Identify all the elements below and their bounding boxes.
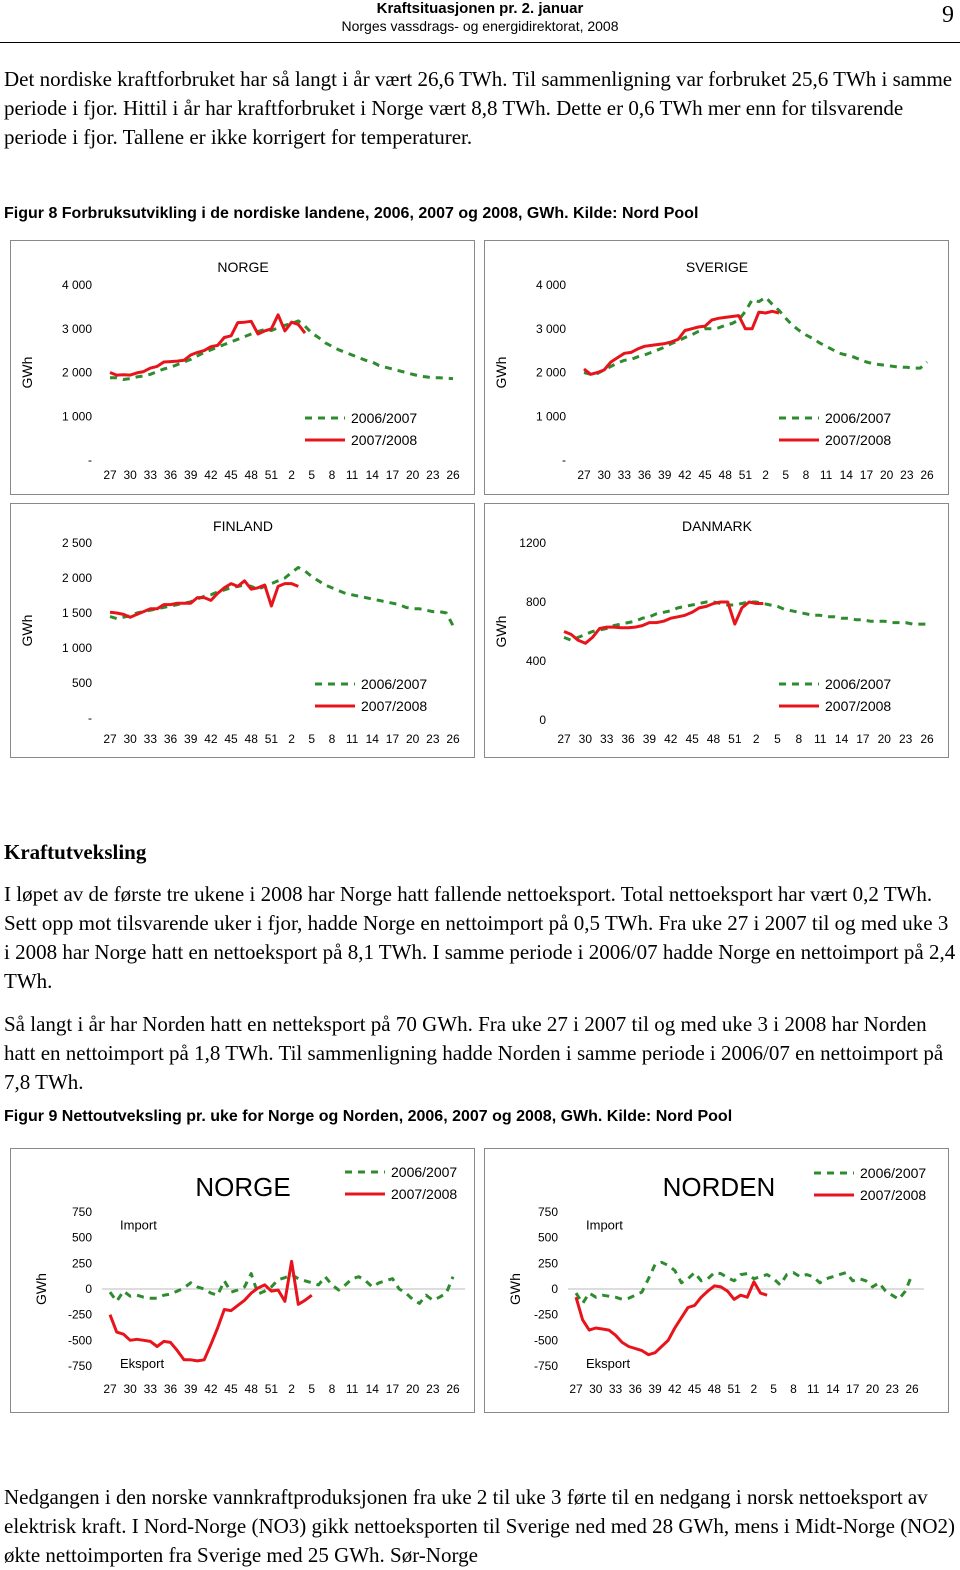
legend-label: 2007/2008 bbox=[825, 432, 892, 448]
y-tick-label: 2 000 bbox=[61, 365, 92, 380]
y-tick-label: - bbox=[562, 453, 566, 467]
x-tick-label: 26 bbox=[446, 468, 460, 482]
x-tick-label: 42 bbox=[664, 732, 678, 746]
x-tick-label: 27 bbox=[103, 468, 117, 482]
legend-label: 2006/2007 bbox=[825, 410, 892, 426]
x-tick-label: 30 bbox=[597, 468, 611, 482]
legend-label: 2007/2008 bbox=[391, 1186, 458, 1202]
x-tick-label: 2 bbox=[752, 732, 760, 746]
y-tick-label: 3 000 bbox=[535, 321, 566, 336]
y-tick-label: 3 000 bbox=[61, 321, 92, 336]
x-tick-label: 33 bbox=[600, 732, 614, 746]
y-tick-label: 800 bbox=[525, 595, 546, 609]
chart-title: DANMARK bbox=[681, 518, 753, 534]
x-tick-label: 42 bbox=[204, 468, 218, 482]
x-tick-label: 30 bbox=[589, 1382, 603, 1396]
y-tick-label: - bbox=[88, 711, 92, 725]
x-tick-label: 26 bbox=[920, 732, 934, 746]
x-tick-label: 5 bbox=[308, 1382, 316, 1396]
chart-title: SVERIGE bbox=[685, 259, 749, 275]
x-tick-label: 20 bbox=[879, 468, 894, 482]
x-tick-label: 33 bbox=[143, 732, 158, 746]
x-tick-label: 51 bbox=[264, 1382, 279, 1396]
x-tick-label: 11 bbox=[345, 468, 359, 482]
x-tick-label: 39 bbox=[184, 732, 198, 746]
x-tick-label: 39 bbox=[642, 732, 657, 746]
x-tick-label: 11 bbox=[819, 468, 833, 482]
x-tick-label: 27 bbox=[569, 1382, 583, 1396]
x-tick-label: 30 bbox=[123, 732, 137, 746]
x-tick-label: 11 bbox=[814, 732, 827, 746]
y-tick-label: -250 bbox=[67, 1307, 92, 1322]
y-tick-label: -250 bbox=[533, 1307, 558, 1322]
x-tick-label: 20 bbox=[405, 1382, 420, 1396]
x-tick-label: 2 bbox=[288, 1382, 295, 1396]
x-tick-label: 36 bbox=[163, 732, 178, 746]
x-tick-label: 48 bbox=[706, 732, 721, 746]
y-axis-label: GWh bbox=[19, 356, 35, 389]
x-tick-label: 51 bbox=[264, 732, 279, 746]
x-tick-label: 45 bbox=[224, 468, 238, 482]
x-tick-label: 20 bbox=[405, 468, 420, 482]
x-tick-label: 42 bbox=[678, 468, 692, 482]
legend-label: 2006/2007 bbox=[391, 1164, 458, 1180]
y-tick-label: 400 bbox=[525, 654, 546, 668]
y-tick-label: 4 000 bbox=[535, 278, 566, 292]
x-tick-label: 20 bbox=[405, 732, 420, 746]
x-tick-label: 8 bbox=[328, 732, 336, 746]
x-tick-label: 45 bbox=[224, 732, 238, 746]
x-tick-label: 48 bbox=[244, 468, 258, 482]
x-tick-label: 11 bbox=[806, 1382, 820, 1396]
x-tick-label: 26 bbox=[920, 468, 934, 482]
y-tick-label: 1 000 bbox=[535, 409, 566, 424]
x-tick-label: 8 bbox=[790, 1382, 797, 1396]
annotation-eksport: Eksport bbox=[120, 1356, 165, 1371]
x-tick-label: 51 bbox=[738, 468, 753, 482]
y-tick-label: 2 000 bbox=[61, 571, 92, 585]
x-tick-label: 23 bbox=[426, 468, 440, 482]
x-tick-label: 17 bbox=[385, 1382, 400, 1396]
chart-title: NORGE bbox=[217, 259, 269, 275]
chart-norden-exchange bbox=[484, 1148, 949, 1413]
x-tick-label: 33 bbox=[143, 468, 158, 482]
y-tick-label: 750 bbox=[537, 1205, 558, 1219]
paragraph-hydro: Nedgangen i den norske vannkraftproduksjonen fra uke 2 til uke 3 førte til en nedgang i norsk nettoeksport av elektrisk kraft. I Nord-Norge (NO3) gikk nettoeksporten til Sverige ned med 28 GWh, mens i Midt-Norge (NO2) økte nettoimporten fra Sverige med 25 GWh. Sør-Norge bbox=[4, 1485, 956, 1567]
x-tick-label: 36 bbox=[163, 468, 178, 482]
x-tick-label: 39 bbox=[184, 1382, 198, 1396]
legend-label: 2006/2007 bbox=[361, 676, 428, 692]
y-tick-label: 500 bbox=[537, 1230, 558, 1245]
x-tick-label: 51 bbox=[727, 1382, 741, 1396]
x-tick-label: 17 bbox=[385, 468, 400, 482]
x-tick-label: 27 bbox=[103, 1382, 117, 1396]
x-tick-label: 26 bbox=[446, 732, 460, 746]
chart-sverige-consumption bbox=[484, 240, 949, 495]
x-tick-label: 33 bbox=[143, 1382, 158, 1396]
x-tick-label: 45 bbox=[224, 1382, 238, 1396]
x-tick-label: 5 bbox=[308, 732, 316, 746]
legend-label: 2006/2007 bbox=[351, 410, 418, 426]
x-tick-label: 14 bbox=[834, 732, 849, 746]
x-tick-label: 2 bbox=[288, 732, 295, 746]
x-tick-label: 51 bbox=[264, 468, 279, 482]
x-tick-label: 8 bbox=[795, 732, 803, 746]
x-tick-label: 5 bbox=[308, 468, 316, 482]
x-tick-label: 33 bbox=[617, 468, 632, 482]
x-tick-label: 39 bbox=[658, 468, 672, 482]
y-tick-label: 1 500 bbox=[61, 606, 92, 620]
figure9-caption: Figur 9 Nettoutveksling pr. uke for Norge og Norden, 2006, 2007 og 2008, GWh. Kilde: Nord Pool bbox=[4, 1108, 733, 1125]
chart-frame bbox=[485, 504, 949, 758]
x-tick-label: 17 bbox=[385, 732, 400, 746]
x-tick-label: 2 bbox=[750, 1382, 758, 1396]
y-tick-label: 500 bbox=[71, 1230, 92, 1245]
x-tick-label: 26 bbox=[446, 1382, 460, 1396]
chart-norge-exchange bbox=[10, 1148, 475, 1413]
x-tick-label: 42 bbox=[204, 732, 218, 746]
document-subtitle: Norges vassdrags- og energidirektorat, 2008 bbox=[341, 18, 619, 34]
x-tick-label: 23 bbox=[885, 1382, 899, 1396]
x-tick-label: 45 bbox=[698, 468, 712, 482]
page-number: 9 bbox=[942, 2, 954, 28]
figure8-caption: Figur 8 Forbruksutvikling i de nordiske landene, 2006, 2007 og 2008, GWh. Kilde: Nord Pool bbox=[4, 205, 699, 222]
x-tick-label: 26 bbox=[905, 1382, 919, 1396]
y-tick-label: 0 bbox=[551, 1282, 558, 1296]
paragraph-norden: Så langt i år har Norden hatt en netteksport på 70 GWh. Fra uke 27 i 2007 til og med uke 3 i 2008 har Norden hatt en nettoimport på 1,8 TWh. Til sammenligning hadde Norden i samme periode i 2006/07 en nettoimport på 7,8 TWh. bbox=[4, 1012, 944, 1094]
x-tick-label: 23 bbox=[426, 732, 440, 746]
y-tick-label: - bbox=[88, 453, 92, 467]
annotation-import: Import bbox=[120, 1217, 157, 1233]
y-axis-label: GWh bbox=[507, 1273, 523, 1305]
x-tick-label: 30 bbox=[123, 468, 137, 482]
x-tick-label: 48 bbox=[244, 1382, 258, 1396]
y-tick-label: 2 000 bbox=[535, 365, 566, 380]
x-tick-label: 42 bbox=[204, 1382, 218, 1396]
x-tick-label: 23 bbox=[900, 468, 914, 482]
y-tick-label: 250 bbox=[537, 1256, 558, 1271]
x-tick-label: 20 bbox=[877, 732, 891, 746]
x-tick-label: 45 bbox=[685, 732, 699, 746]
x-tick-label: 39 bbox=[648, 1382, 662, 1396]
chart-title: NORDEN bbox=[662, 1172, 776, 1202]
x-tick-label: 30 bbox=[123, 1382, 137, 1396]
y-tick-label: 2 500 bbox=[61, 536, 92, 550]
x-tick-label: 11 bbox=[345, 732, 359, 746]
chart-danmark-consumption bbox=[484, 503, 949, 758]
chart-title: NORGE bbox=[195, 1172, 291, 1202]
y-tick-label: -500 bbox=[67, 1333, 92, 1348]
x-tick-label: 14 bbox=[826, 1382, 840, 1396]
x-tick-label: 45 bbox=[687, 1382, 702, 1396]
y-axis-label: GWh bbox=[19, 614, 35, 647]
x-tick-label: 14 bbox=[365, 1382, 379, 1396]
x-tick-label: 14 bbox=[365, 468, 379, 482]
x-tick-label: 36 bbox=[628, 1382, 642, 1396]
x-tick-label: 20 bbox=[865, 1382, 880, 1396]
x-tick-label: 8 bbox=[328, 1382, 336, 1396]
x-tick-label: 48 bbox=[718, 468, 732, 482]
y-axis-label: GWh bbox=[493, 356, 509, 389]
legend-label: 2006/2007 bbox=[825, 676, 892, 692]
y-axis-label: GWh bbox=[33, 1273, 49, 1305]
y-tick-label: 0 bbox=[539, 713, 546, 727]
x-tick-label: 17 bbox=[859, 468, 874, 482]
x-tick-label: 2 bbox=[762, 468, 769, 482]
x-tick-label: 23 bbox=[898, 732, 913, 746]
y-tick-label: 1200 bbox=[519, 536, 546, 550]
x-tick-label: 39 bbox=[184, 468, 198, 482]
chart-norge-consumption bbox=[10, 240, 475, 495]
x-tick-label: 27 bbox=[577, 468, 591, 482]
y-tick-label: 750 bbox=[71, 1205, 92, 1219]
y-tick-label: -750 bbox=[533, 1359, 558, 1373]
x-tick-label: 23 bbox=[426, 1382, 440, 1396]
y-tick-label: 0 bbox=[85, 1282, 92, 1296]
x-tick-label: 8 bbox=[802, 468, 810, 482]
x-tick-label: 5 bbox=[782, 468, 790, 482]
chart-finland-consumption bbox=[10, 503, 475, 758]
x-tick-label: 27 bbox=[103, 732, 117, 746]
x-tick-label: 17 bbox=[846, 1382, 860, 1396]
x-tick-label: 14 bbox=[365, 732, 379, 746]
section-heading: Kraftutveksling bbox=[4, 840, 147, 864]
x-tick-label: 5 bbox=[770, 1382, 777, 1396]
intro-paragraph: Det nordiske kraftforbruket har så langt i år vært 26,6 TWh. Til sammenligning var forbruket 25,6 TWh i samme periode i fjor. Hittil i år har kraftforbruket i Norge vært 8,8 TWh. Dette er 0,6 TWh mer enn for tilsvarende periode i fjor. Tallene er ikke korrigert for temperaturer. bbox=[4, 67, 953, 149]
y-tick-label: 1 000 bbox=[61, 641, 92, 655]
legend-label: 2006/2007 bbox=[860, 1165, 927, 1181]
annotation-eksport: Eksport bbox=[586, 1356, 631, 1371]
x-tick-label: 14 bbox=[839, 468, 853, 482]
y-tick-label: 4 000 bbox=[61, 278, 92, 292]
y-tick-label: 1 000 bbox=[61, 409, 92, 424]
x-tick-label: 42 bbox=[668, 1382, 682, 1396]
header-rule bbox=[0, 42, 960, 43]
legend-label: 2007/2008 bbox=[825, 698, 892, 714]
x-tick-label: 30 bbox=[578, 732, 593, 746]
x-tick-label: 48 bbox=[244, 732, 258, 746]
x-tick-label: 8 bbox=[328, 468, 336, 482]
y-tick-label: -750 bbox=[67, 1359, 92, 1373]
x-tick-label: 51 bbox=[728, 732, 742, 746]
legend-label: 2007/2008 bbox=[361, 698, 428, 714]
annotation-import: Import bbox=[586, 1217, 623, 1233]
y-axis-label: GWh bbox=[493, 615, 509, 648]
x-tick-label: 5 bbox=[774, 732, 781, 746]
x-tick-label: 33 bbox=[608, 1382, 623, 1396]
x-tick-label: 2 bbox=[288, 468, 295, 482]
y-tick-label: 250 bbox=[71, 1256, 92, 1271]
x-tick-label: 36 bbox=[637, 468, 652, 482]
x-tick-label: 27 bbox=[557, 732, 571, 746]
y-tick-label: 500 bbox=[71, 676, 92, 690]
x-tick-label: 11 bbox=[345, 1382, 359, 1396]
document-title: Kraftsituasjonen pr. 2. januar bbox=[376, 0, 584, 17]
legend-label: 2007/2008 bbox=[351, 432, 418, 448]
x-tick-label: 36 bbox=[163, 1382, 178, 1396]
y-tick-label: -500 bbox=[533, 1333, 558, 1348]
legend-label: 2007/2008 bbox=[860, 1187, 927, 1203]
chart-title: FINLAND bbox=[213, 518, 273, 534]
x-tick-label: 17 bbox=[856, 732, 870, 746]
paragraph-exchange: I løpet av de første tre ukene i 2008 har Norge hatt fallende nettoeksport. Total nettoeksport har vært 0,2 TWh. Sett opp mot tilsvarende uker i fjor, hadde Norge en nettoimport på 0,5 TWh. Fra uke 27 i 2007 til og med uke 3 i 2008 har Norge hatt en nettoeksport på 8,1 TWh. I samme periode i 2006/07 hadde Norge en nettoimport på 2,4 TWh. bbox=[4, 882, 956, 993]
x-tick-label: 36 bbox=[621, 732, 635, 746]
x-tick-label: 48 bbox=[707, 1382, 722, 1396]
